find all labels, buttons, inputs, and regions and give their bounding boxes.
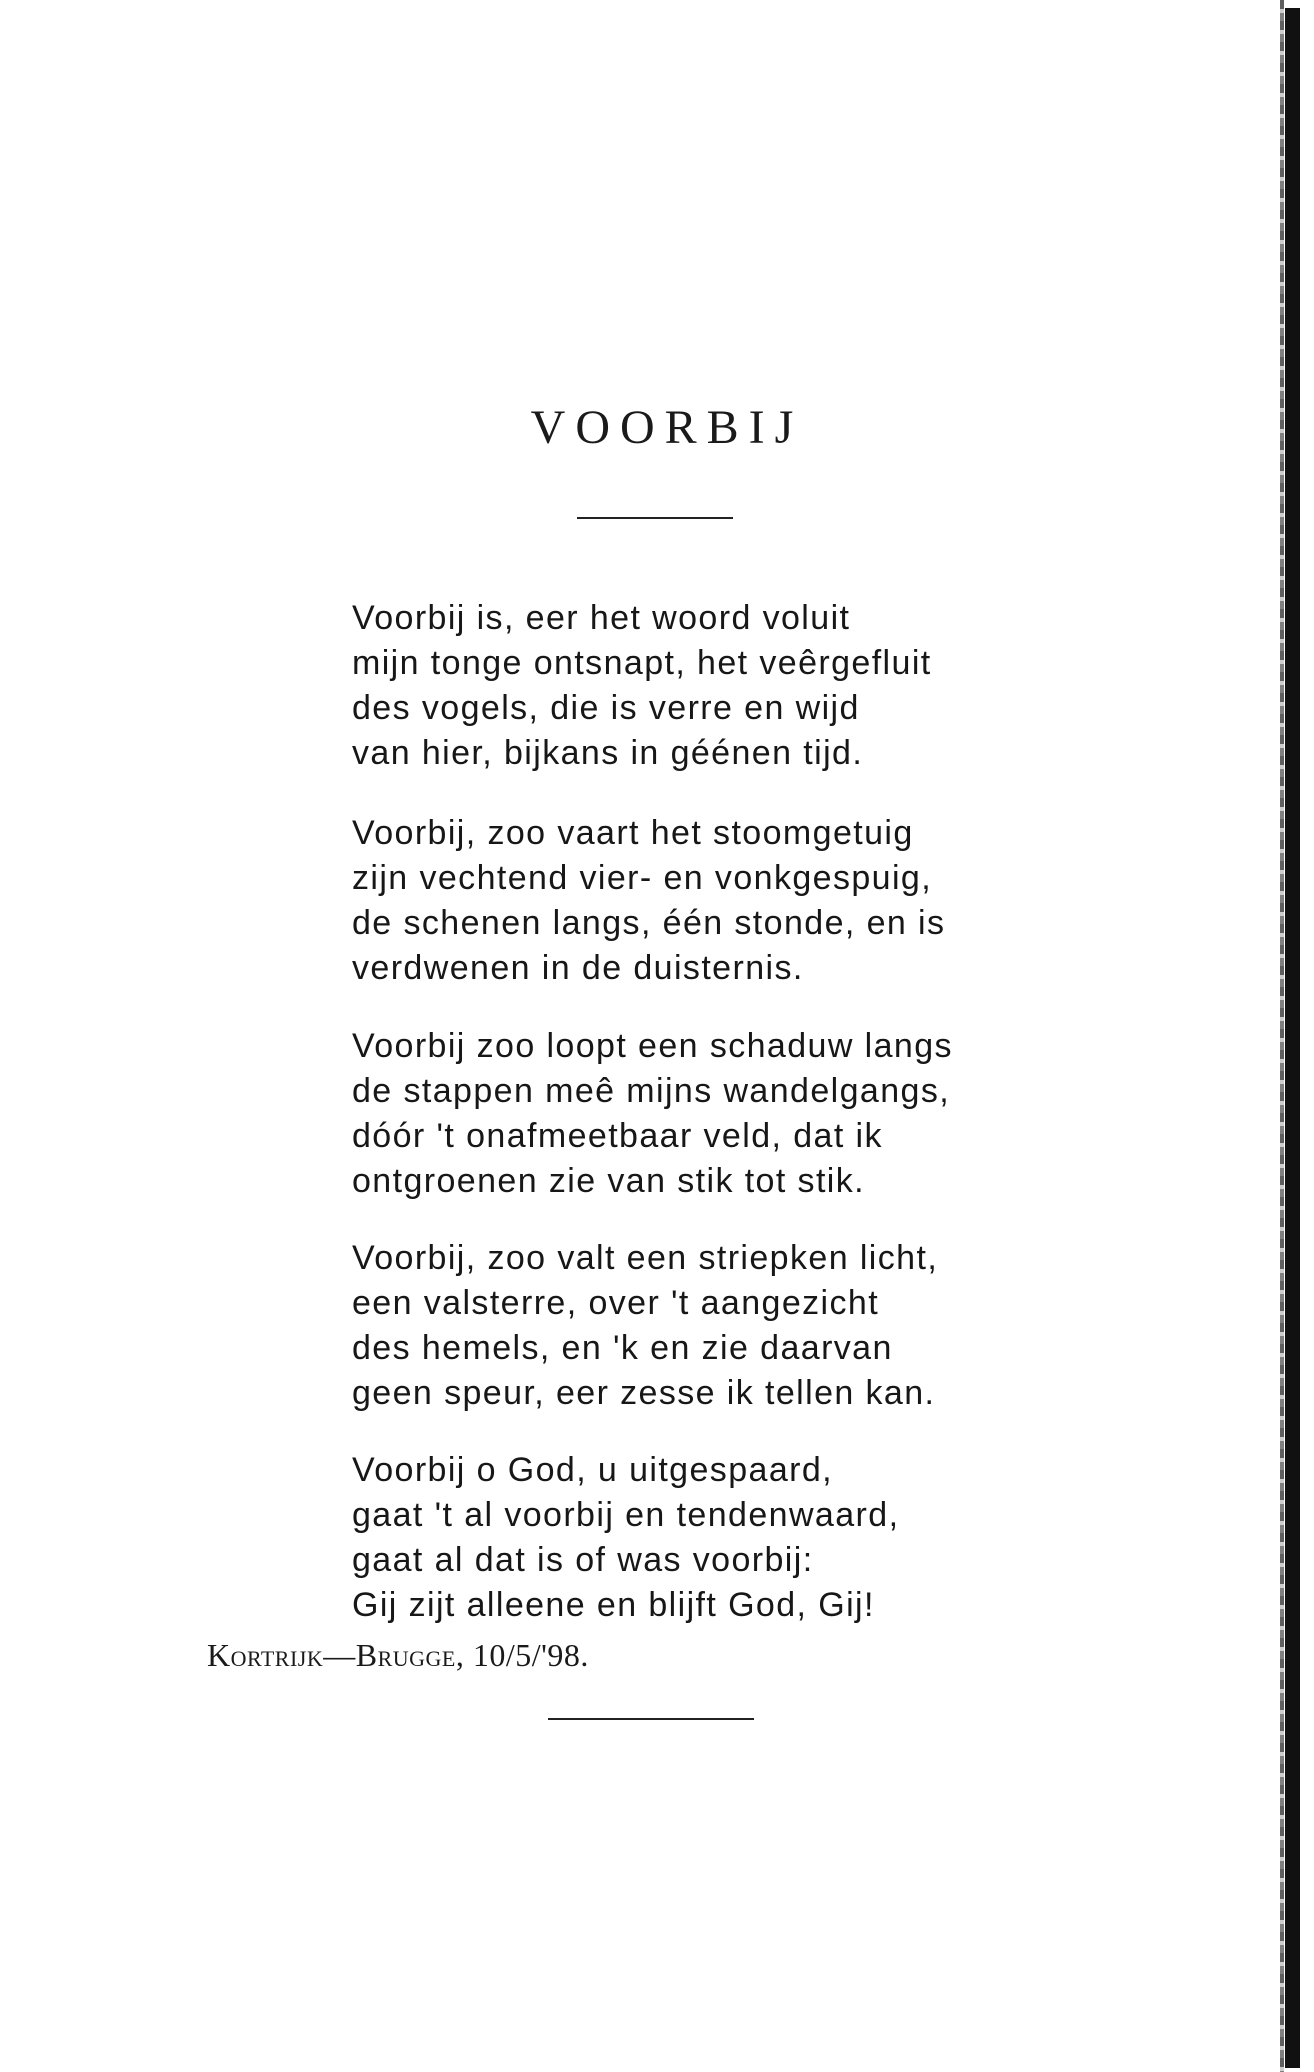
spine-bar <box>1285 8 1300 2068</box>
poem-line: verdwenen in de duisternis. <box>352 949 804 987</box>
spine-shadow <box>1280 0 1284 2072</box>
poem-line: mijn tonge ontsnapt, het veêrgefluit <box>352 644 932 682</box>
poem-line: des hemels, en 'k en zie daarvan <box>352 1329 893 1367</box>
stanza-5 <box>352 1448 1052 1628</box>
poem-line: ontgroenen zie van stik tot stik. <box>352 1162 866 1200</box>
poem-line: de schenen langs, één stonde, en is <box>352 904 946 942</box>
poem-line: dóór 't onafmeetbaar veld, dat ik <box>352 1117 883 1155</box>
stanza-2 <box>352 811 1052 991</box>
poem-line: geen speur, eer zesse ik tellen kan. <box>352 1374 936 1412</box>
poem-line: gaat 't al voorbij en tendenwaard, <box>352 1496 900 1534</box>
stanza-4 <box>352 1236 1052 1416</box>
poem-line: Voorbij o God, u uitgespaard, <box>352 1451 834 1489</box>
stanza-1 <box>352 596 1052 776</box>
book-spine-edge <box>1274 0 1314 2072</box>
poem-line: de stappen meê mijns wandelgangs, <box>352 1072 951 1110</box>
poem-line: Voorbij, zoo valt een striepken licht, <box>352 1239 939 1277</box>
poem-line: Voorbij zoo loopt een schaduw langs <box>352 1027 953 1065</box>
poem-line: een valsterre, over 't aangezicht <box>352 1284 880 1322</box>
poem-line: Gij zijt alleene en blijft God, Gij! <box>352 1586 875 1624</box>
poem-title: VOORBIJ <box>530 401 804 454</box>
poem-line: Voorbij is, eer het woord voluit <box>352 599 851 637</box>
stanza-3 <box>352 1024 1052 1204</box>
title-divider <box>577 517 733 519</box>
poem-line: gaat al dat is of was voorbij: <box>352 1541 814 1579</box>
poem-line: zijn vechtend vier- en vonkgespuig, <box>352 859 933 897</box>
poem-line: Voorbij, zoo vaart het stoomgetuig <box>352 814 914 852</box>
poem-line: des vogels, die is verre en wijd <box>352 689 860 727</box>
poem-line: van hier, bijkans in géénen tijd. <box>352 734 864 772</box>
closing-divider <box>548 1718 754 1720</box>
place-date-signature: Kortrijk—Brugge, 10/5/'98. <box>207 1637 589 1673</box>
